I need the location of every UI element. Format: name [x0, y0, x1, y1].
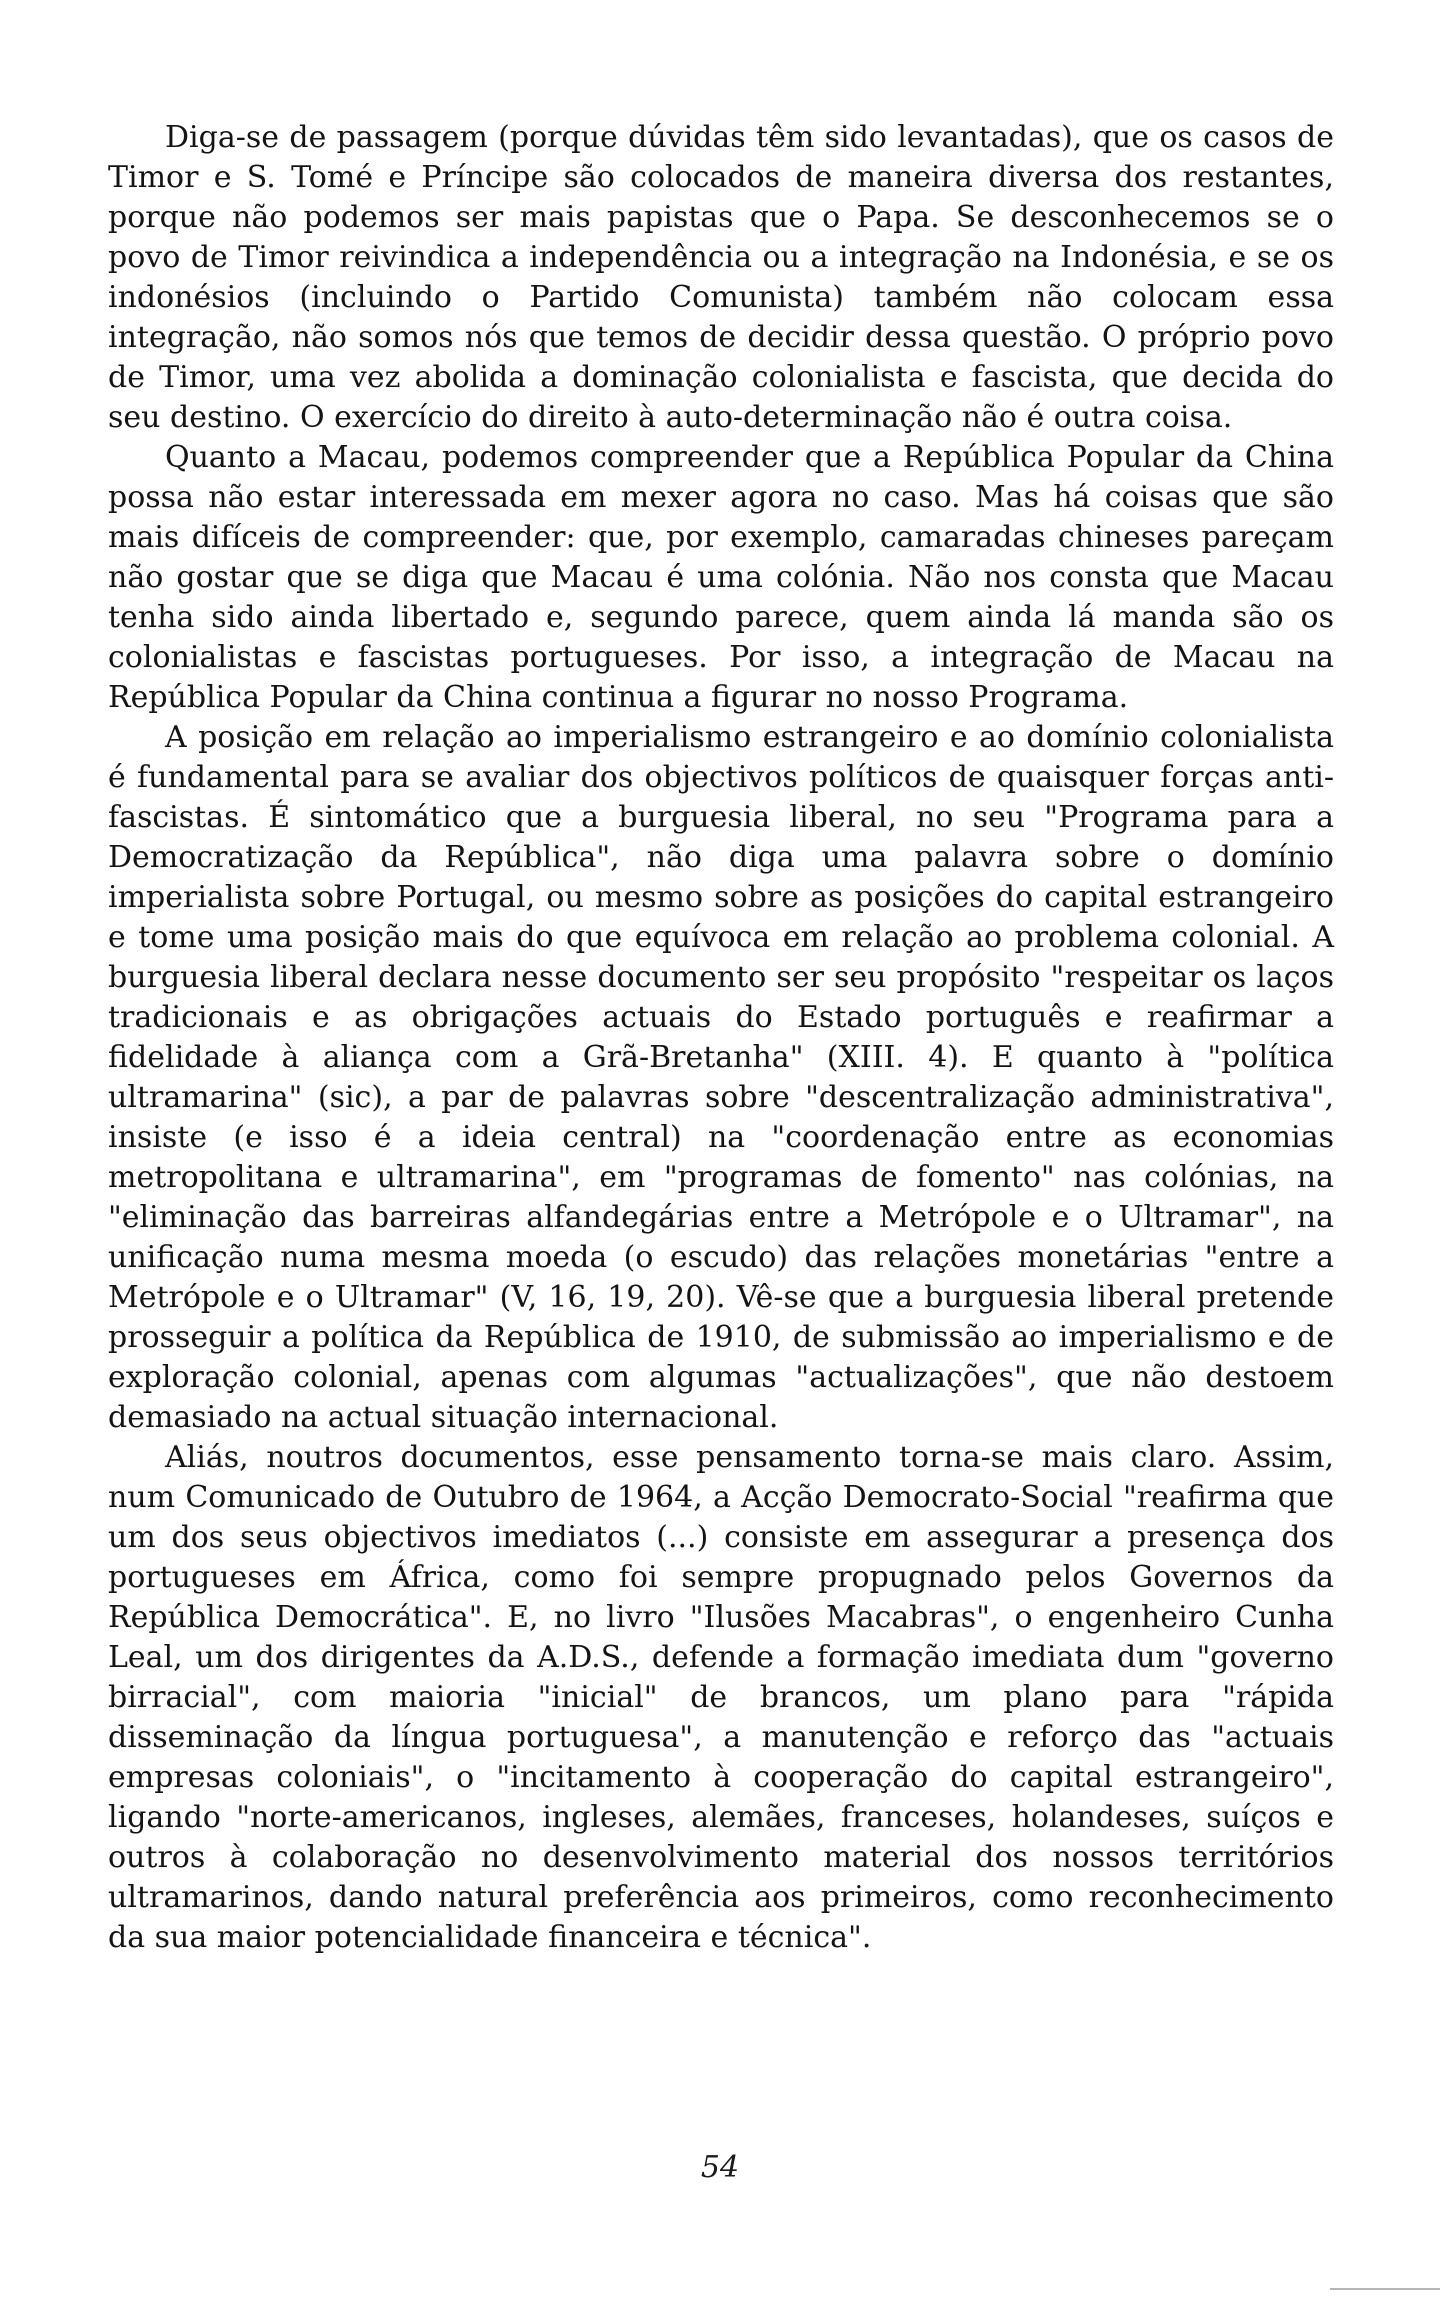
- paragraph-other-documents: Aliás, noutros documentos, esse pensamento torna-se mais claro. Assim, num Comunicado de Outubro de 1964, a Acção Democrato-Social "reafirma que um dos seus objectivos imediatos (...) consiste em assegurar a presença dos portugueses em África, como foi sempre propugnado pelos Governos da República Democrática". E, no livro "Ilusões Macabras", o engenheiro Cunha Leal, um dos dirigentes da A.D.S., defende a formação imediata dum "governo birracial", com maioria "inicial" de brancos, um plano para "rápida disseminação da língua portuguesa", a manutenção e reforço das "actuais empresas coloniais", o "incitamento à cooperação do capital estrangeiro", ligando "norte-americanos, ingleses, alemães, franceses, holandeses, suíços e outros à colaboração no desenvolvimento material dos nossos territórios ultramarinos, dando natural preferência aos primeiros, como reconhecimento da sua maior potencialidade financeira e técnica".: [108, 1440, 1334, 1955]
- paragraph-timor: Diga-se de passagem (porque dúvidas têm sido levantadas), que os casos de Timor e S. Tomé e Príncipe são colocados de maneira diversa dos restantes, porque não podemos ser mais papistas que o Papa. Se desconhecemos se o povo de Timor reivindica a independência ou a integração na Indonésia, e se os indonésios (incluindo o Partido Comunista) também não colocam essa integração, não somos nós que temos de decidir dessa questão. O próprio povo de Timor, uma vez abolida a dominação colonialista e fascista, que decida do seu destino. O exercício do direito à auto-determinação não é outra coisa.: [108, 120, 1334, 435]
- scan-edge-line: [1330, 2288, 1440, 2290]
- page-body: [108, 118, 1334, 1958]
- page-number: 54: [700, 2150, 740, 2185]
- paragraph-macau: Quanto a Macau, podemos compreender que a República Popular da China possa não estar interessada em mexer agora no caso. Mas há coisas que são mais difíceis de compreender: que, por exemplo, camaradas chineses pareçam não gostar que se diga que Macau é uma colónia. Não nos consta que Macau tenha sido ainda libertado e, segundo parece, quem ainda lá manda são os colonialistas e fascistas portugueses. Por isso, a integração de Macau na República Popular da China continua a figurar no nosso Programa.: [108, 440, 1334, 715]
- paragraph-imperialism: A posição em relação ao imperialismo estrangeiro e ao domínio colonialista é fundamental para se avaliar dos objectivos políticos de quaisquer forças anti-fascistas. É sintomático que a burguesia liberal, no seu "Programa para a Democratização da República", não diga uma palavra sobre o domínio imperialista sobre Portugal, ou mesmo sobre as posições do capital estrangeiro e tome uma posição mais do que equívoca em relação ao problema colonial. A burguesia liberal declara nesse documento ser seu propósito "respeitar os laços tradicionais e as obrigações actuais do Estado português e reafirmar a fidelidade à aliança com a Grã-Bretanha" (XIII. 4). E quanto à "política ultramarina" (sic), a par de palavras sobre "descentralização administrativa", insiste (e isso é a ideia central) na "coordenação entre as economias metropolitana e ultramarina", em "programas de fomento" nas colónias, na "eliminação das barreiras alfandegárias entre a Metrópole e o Ultramar", na unificação numa mesma moeda (o escudo) das relações monetárias "entre a Metrópole e o Ultramar" (V, 16, 19, 20). Vê-se que a burguesia liberal pretende prosseguir a política da República de 1910, de submissão ao imperialismo e de exploração colonial, apenas com algumas "actualizações", que não destoem demasiado na actual situação internacional.: [108, 720, 1334, 1435]
